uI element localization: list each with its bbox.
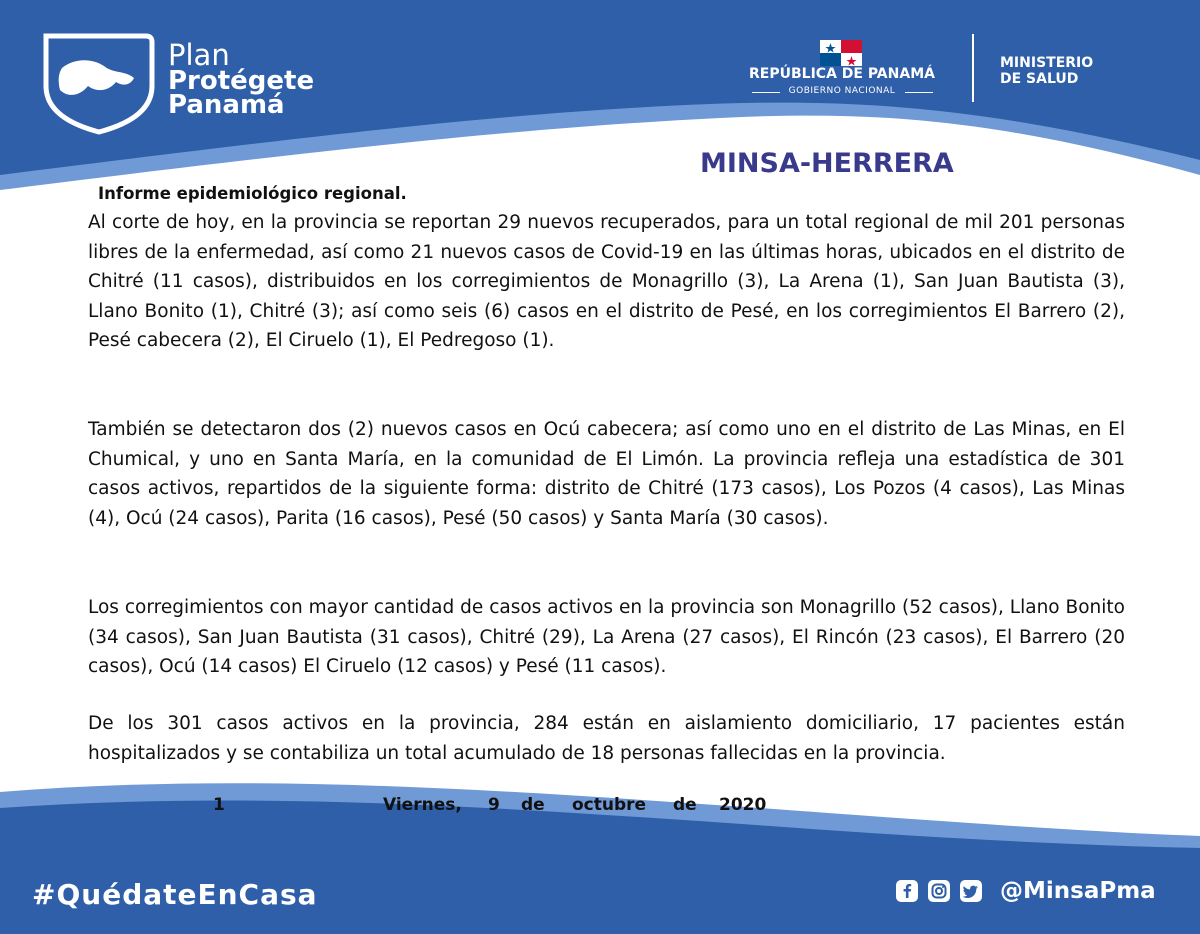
- republic-name: REPÚBLICA DE PANAMÁ: [749, 66, 935, 82]
- logo-plan-text: Plan: [168, 38, 230, 72]
- hashtag: #QuédateEnCasa: [32, 878, 318, 911]
- logo-protegete-text: Protégete: [168, 66, 315, 96]
- social-handle[interactable]: @MinsaPma: [1000, 878, 1156, 904]
- date-day: 9: [488, 795, 500, 815]
- region-title: MINSA-HERRERA: [700, 148, 954, 179]
- republic-subtitle: GOBIERNO NACIONAL: [788, 86, 896, 96]
- facebook-icon[interactable]: [896, 880, 918, 902]
- panama-flag-icon: [820, 40, 862, 66]
- paragraph-1: Al corte de hoy, en la provincia se reportan 29 nuevos recuperados, para un total regional de mil 201 personas libres de la enfermedad, así como 21 nuevos casos de Covid-19 en las últimas horas, ubicados en el distrito de Chitré (11 casos), distribuidos en los corregimientos de Monagrillo (3), La Arena (1), San Juan Bautista (3), Llano Bonito (1), Chitré (3); así como seis (6) casos en el distrito de Pesé, en los corregimientos El Barrero (2), Pesé cabecera (2), El Ciruelo (1), El Pedregoso (1).: [88, 212, 1125, 351]
- ministry-line2: DE SALUD: [1000, 71, 1079, 87]
- date-month: octubre: [572, 795, 647, 815]
- page-number: 1: [213, 795, 225, 815]
- report-label: Informe epidemiológico regional.: [98, 184, 407, 203]
- twitter-icon[interactable]: [960, 880, 982, 902]
- date-de-1: de: [521, 795, 545, 815]
- date-year: 2020: [719, 795, 767, 815]
- paragraph-3: Los corregimientos con mayor cantidad de casos activos en la provincia son Monagrillo (52 casos), Llano Bonito (34 casos), San Juan Bautista (31 casos), Chitré (29), La Arena (27 casos), El Rincón (23 casos), El Barrero (20 casos), Ocú (14 casos) El Ciruelo (12 casos) y Pesé (11 casos).: [88, 597, 1125, 677]
- paragraph-2: También se detectaron dos (2) nuevos casos en Ocú cabecera; así como uno en el distrito de Las Minas, en El Chumical, y uno en Santa María, en la comunidad de El Limón. La provincia refleja una estadística de 301 casos activos, repartidos de la siguiente forma: distrito de Chitré (173 casos), Los Pozos (4 casos), Las Minas (4), Ocú (24 casos), Parita (16 casos), Pesé (50 casos) y Santa María (30 casos).: [88, 419, 1125, 529]
- paragraph-4: De los 301 casos activos en la provincia, 284 están en aislamiento domiciliario, 17 pacientes están hospitalizados y se contabiliza un total acumulado de 18 personas fallecidas en la provincia.: [88, 713, 1125, 764]
- date-de-2: de: [673, 795, 697, 815]
- ministry-line1: MINISTERIO: [1000, 55, 1094, 71]
- instagram-icon[interactable]: [928, 880, 950, 902]
- logo-panama-text: Panamá: [168, 90, 285, 120]
- date-weekday: Viernes,: [383, 795, 462, 815]
